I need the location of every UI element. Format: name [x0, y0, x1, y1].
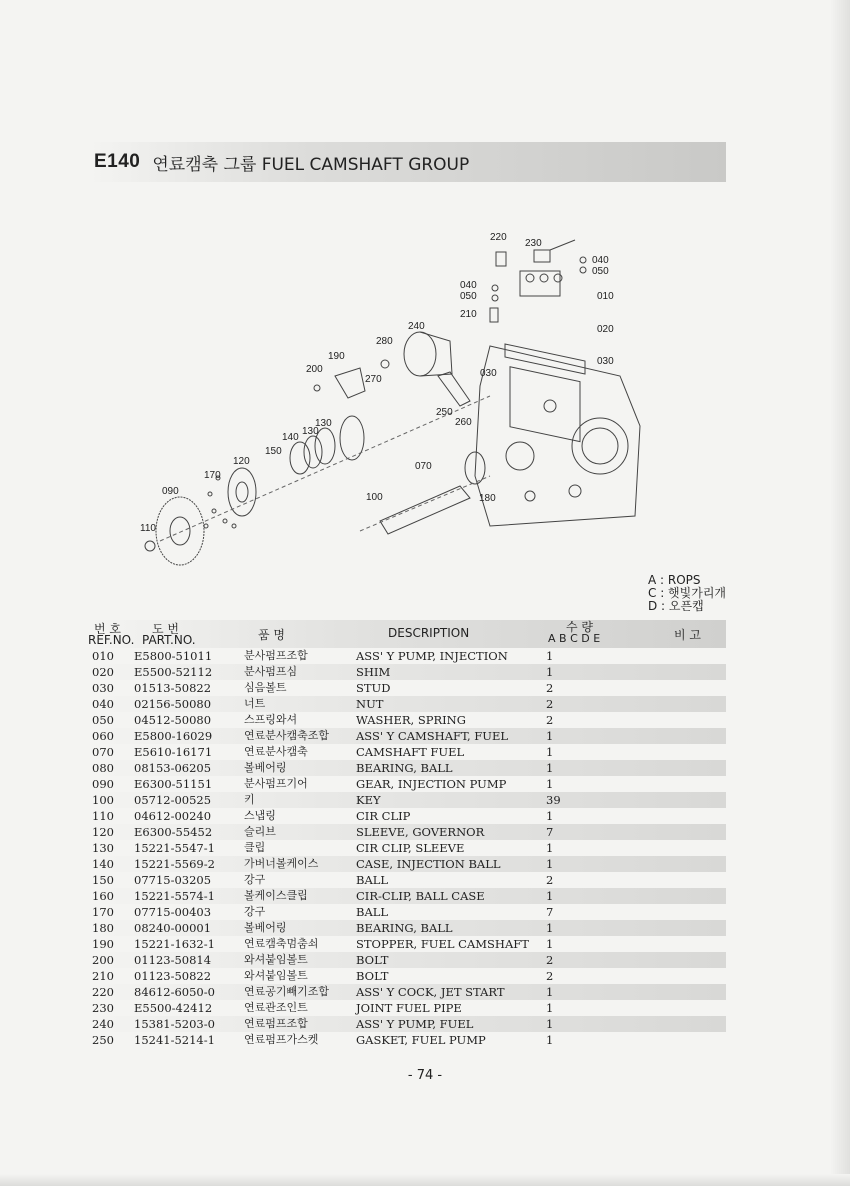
description: SLEEVE, GOVERNOR [356, 825, 485, 839]
part-name-kr: 키 [244, 793, 255, 806]
part-no: E6300-51151 [134, 777, 213, 791]
ref-no: 110 [92, 809, 114, 823]
quantity: 1 [546, 1001, 554, 1015]
table-row [88, 856, 726, 872]
table-row [88, 712, 726, 728]
callout-260: 260 [455, 417, 472, 428]
scan-edge-right [830, 0, 850, 1186]
header-ref-en: REF.NO. [88, 633, 135, 647]
table-row [88, 824, 726, 840]
ref-no: 070 [92, 745, 114, 759]
part-no: 04612-00240 [134, 809, 212, 823]
description: CAMSHAFT FUEL [356, 745, 465, 759]
ref-no: 180 [92, 921, 114, 935]
description: WASHER, SPRING [356, 713, 466, 727]
quantity: 2 [546, 873, 554, 887]
callout-210: 210 [460, 309, 477, 320]
table-row [88, 984, 726, 1000]
table-row [88, 840, 726, 856]
ref-no: 250 [92, 1033, 114, 1047]
ref-no: 220 [92, 985, 114, 999]
header-remark: 비 고 [674, 628, 701, 642]
part-name-kr: 분사펌프조합 [244, 649, 308, 662]
table-row [88, 888, 726, 904]
fuel-camshaft [380, 486, 470, 534]
section-code: E140 [94, 151, 141, 172]
part-name-kr: 너트 [244, 697, 266, 710]
part-no: 07715-00403 [134, 905, 212, 919]
scan-edge-bottom [0, 1174, 850, 1186]
part-name-kr: 연료캠축멈춤쇠 [244, 937, 319, 950]
quantity: 1 [546, 777, 554, 791]
header-part-en: PART.NO. [142, 633, 196, 647]
callout-150: 150 [265, 446, 282, 457]
injection-pump [510, 367, 580, 442]
quantity: 1 [546, 745, 554, 759]
part-name-kr: 슬리브 [244, 825, 276, 838]
part-name-kr: 연료분사캠축조합 [244, 729, 330, 742]
part-name-kr: 연료공기빼기조합 [244, 985, 330, 998]
table-row [88, 1000, 726, 1016]
description: BALL [356, 905, 389, 919]
part-no: E6300-55452 [134, 825, 213, 839]
quantity: 2 [546, 953, 554, 967]
ref-no: 060 [92, 729, 114, 743]
callout-010: 010 [597, 291, 614, 302]
part-no: 15221-5574-1 [134, 889, 215, 903]
header-name-kr: 품 명 [258, 628, 285, 642]
section-title: 연료캠축 그룹 FUEL CAMSHAFT GROUP [152, 154, 470, 175]
ref-no: 190 [92, 937, 114, 951]
callout-120: 120 [233, 456, 250, 467]
header-part-kr: 도 번 [152, 622, 179, 636]
ref-no: 100 [92, 793, 114, 807]
part-no: 01513-50822 [134, 681, 212, 695]
ref-no: 150 [92, 873, 114, 887]
header-description: DESCRIPTION [388, 626, 470, 640]
legend [648, 574, 726, 613]
ref-no: 140 [92, 857, 114, 871]
part-name-kr: 가버너볼케이스 [244, 857, 319, 870]
part-no: E5610-16171 [134, 745, 213, 759]
part-name-kr: 연료펌프가스켓 [244, 1033, 319, 1046]
ref-no: 040 [92, 697, 114, 711]
callout-220: 220 [490, 232, 507, 243]
table-row [88, 872, 726, 888]
description: GEAR, INJECTION PUMP [356, 777, 507, 791]
description: BEARING, BALL [356, 761, 453, 775]
quantity: 7 [546, 905, 554, 919]
quantity: 2 [546, 697, 554, 711]
description: ASS' Y PUMP, INJECTION [356, 649, 508, 663]
quantity: 39 [546, 793, 561, 807]
part-no: E5800-16029 [134, 729, 213, 743]
quantity: 1 [546, 809, 554, 823]
quantity: 1 [546, 921, 554, 935]
quantity: 7 [546, 825, 554, 839]
description: BOLT [356, 969, 389, 983]
quantity: 1 [546, 665, 554, 679]
part-name-kr: 와셔붙임볼트 [244, 953, 308, 966]
table-header [88, 620, 726, 648]
part-name-kr: 연료관조인트 [244, 1001, 308, 1014]
part-no: 15221-5569-2 [134, 857, 215, 871]
part-no: 01123-50814 [134, 953, 212, 967]
quantity: 1 [546, 1017, 554, 1031]
callout-280: 280 [376, 336, 393, 347]
ref-no: 010 [92, 649, 114, 663]
callout-040: 040 [592, 255, 609, 266]
ref-no: 030 [92, 681, 114, 695]
table-row [88, 664, 726, 680]
quantity: 1 [546, 889, 554, 903]
section-title-bar [88, 142, 726, 182]
ref-no: 240 [92, 1017, 114, 1031]
part-name-kr: 분사펌프심 [244, 665, 298, 678]
description: ASS' Y CAMSHAFT, FUEL [356, 729, 508, 743]
table-row [88, 808, 726, 824]
description: CIR CLIP [356, 809, 411, 823]
callout-170: 170 [204, 470, 221, 481]
part-no: 15381-5203-0 [134, 1017, 215, 1031]
description: NUT [356, 697, 384, 711]
parts-table [88, 648, 726, 1048]
part-name-kr: 볼케이스클립 [244, 889, 308, 902]
table-row [88, 920, 726, 936]
quantity: 2 [546, 681, 554, 695]
callout-200: 200 [306, 364, 323, 375]
table-row [88, 904, 726, 920]
part-no: 01123-50822 [134, 969, 212, 983]
part-name-kr: 심음볼트 [244, 681, 287, 694]
table-row [88, 936, 726, 952]
part-no: E5500-42412 [134, 1001, 213, 1015]
part-no: 15221-1632-1 [134, 937, 215, 951]
part-no: 08240-00001 [134, 921, 212, 935]
description: SHIM [356, 665, 391, 679]
part-no: 02156-50080 [134, 697, 212, 711]
table-row [88, 744, 726, 760]
part-name-kr: 분사펌프기어 [244, 777, 308, 790]
header-qty-cols: A B C D E [548, 632, 601, 645]
quantity: 1 [546, 1033, 554, 1047]
ref-no: 090 [92, 777, 114, 791]
quantity: 1 [546, 857, 554, 871]
table-row [88, 728, 726, 744]
table-row [88, 968, 726, 984]
legend-item: D : 오픈캡 [648, 599, 704, 613]
quantity: 2 [546, 969, 554, 983]
description: CASE, INJECTION BALL [356, 857, 501, 871]
ref-no: 160 [92, 889, 114, 903]
callout-030b: 030 [480, 368, 497, 379]
callout-230: 230 [525, 238, 542, 249]
description: STUD [356, 681, 391, 695]
legend-item: A : ROPS [648, 573, 701, 587]
description: BEARING, BALL [356, 921, 453, 935]
description: GASKET, FUEL PUMP [356, 1033, 486, 1047]
callout-100: 100 [366, 492, 383, 503]
callout-030: 030 [597, 356, 614, 367]
callout-190: 190 [328, 351, 345, 362]
ref-no: 020 [92, 665, 114, 679]
header-qty-kr: 수 량 [566, 620, 593, 634]
callout-110: 110 [140, 523, 156, 534]
callout-240: 240 [408, 321, 425, 332]
ref-no: 210 [92, 969, 114, 983]
quantity: 1 [546, 761, 554, 775]
part-no: E5800-51011 [134, 649, 213, 663]
ref-no: 080 [92, 761, 114, 775]
description: BALL [356, 873, 389, 887]
quantity: 2 [546, 713, 554, 727]
ref-no: 170 [92, 905, 114, 919]
exploded-parts-diagram [130, 226, 650, 568]
part-name-kr: 스냅링 [244, 809, 276, 822]
ref-no: 050 [92, 713, 114, 727]
table-row [88, 696, 726, 712]
part-no: 15221-5547-1 [134, 841, 215, 855]
part-no: E5500-52112 [134, 665, 213, 679]
quantity: 1 [546, 649, 554, 663]
callout-050b: 050 [460, 291, 477, 302]
part-name-kr: 볼베어링 [244, 921, 287, 934]
description: BOLT [356, 953, 389, 967]
callout-130a: 130 [315, 418, 332, 429]
table-row [88, 952, 726, 968]
table-row [88, 648, 726, 664]
callout-070: 070 [415, 461, 432, 472]
part-name-kr: 연료펌프조합 [244, 1017, 308, 1030]
part-name-kr: 연료분사캠축 [244, 745, 308, 758]
part-no: 08153-06205 [134, 761, 212, 775]
table-row [88, 680, 726, 696]
callout-090: 090 [162, 486, 179, 497]
injection-pump-gear [156, 497, 204, 565]
description: KEY [356, 793, 381, 807]
ref-no: 230 [92, 1001, 114, 1015]
fuel-pump [404, 332, 436, 376]
description: ASS' Y COCK, JET START [356, 985, 505, 999]
header-ref-kr: 번 호 [94, 622, 121, 636]
ref-no: 120 [92, 825, 114, 839]
table-row [88, 760, 726, 776]
quantity: 1 [546, 937, 554, 951]
ref-no: 200 [92, 953, 114, 967]
callout-250: 250 [436, 407, 453, 418]
table-row [88, 792, 726, 808]
part-no: 15241-5214-1 [134, 1033, 215, 1047]
part-no: 07715-03205 [134, 873, 212, 887]
description: STOPPER, FUEL CAMSHAFT [356, 937, 529, 951]
callout-040b: 040 [460, 280, 477, 291]
quantity: 1 [546, 985, 554, 999]
part-name-kr: 스프링와셔 [244, 713, 298, 726]
quantity: 1 [546, 729, 554, 743]
callout-140: 140 [282, 432, 299, 443]
description: CIR CLIP, SLEEVE [356, 841, 465, 855]
part-no: 84612-6050-0 [134, 985, 215, 999]
part-name-kr: 강구 [244, 873, 266, 886]
callout-020: 020 [597, 324, 614, 335]
quantity: 1 [546, 841, 554, 855]
callout-270: 270 [365, 374, 382, 385]
callout-180: 180 [479, 493, 496, 504]
table-row [88, 776, 726, 792]
description: CIR-CLIP, BALL CASE [356, 889, 485, 903]
page-number: - 74 - [407, 1068, 443, 1083]
part-name-kr: 와셔붙임볼트 [244, 969, 308, 982]
description: JOINT FUEL PIPE [356, 1001, 462, 1015]
ref-no: 130 [92, 841, 114, 855]
part-name-kr: 볼베어링 [244, 761, 287, 774]
part-name-kr: 강구 [244, 905, 266, 918]
table-row [88, 1032, 726, 1048]
part-name-kr: 클립 [244, 841, 266, 854]
legend-item: C : 햇빛가리개 [648, 586, 727, 600]
callout-050: 050 [592, 266, 609, 277]
description: ASS' Y PUMP, FUEL [356, 1017, 474, 1031]
callout-130b: 130 [302, 426, 319, 437]
part-no: 05712-00525 [134, 793, 212, 807]
part-no: 04512-50080 [134, 713, 212, 727]
table-row [88, 1016, 726, 1032]
